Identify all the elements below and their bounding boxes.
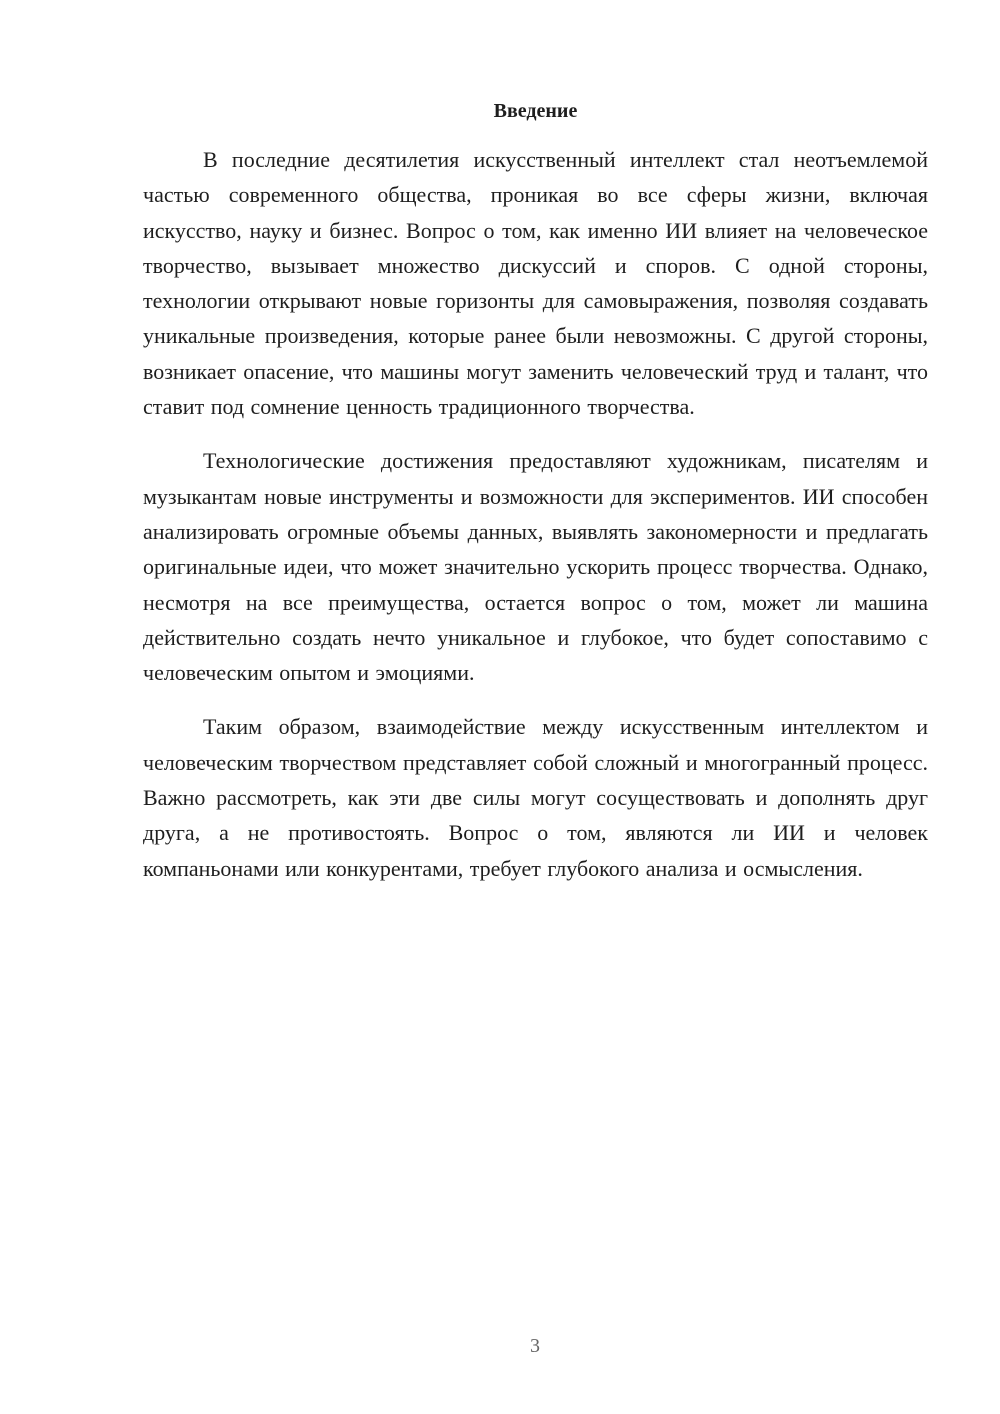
page-content xyxy=(143,96,928,886)
paragraph-3: Таким образом, взаимодействие между искусственным интеллектом и человеческим творчеством представляет собой сложный и многогранный процесс. Важно рассмотреть, как эти две силы могут сосуществовать и дополнять друг друга, а не противостоять. Вопрос о том, являются ли ИИ и человек компаньонами или конкурентами, требует глубокого анализа и осмысления. xyxy=(143,714,928,881)
section-heading: Введение xyxy=(493,100,578,122)
paragraph-1: В последние десятилетия искусственный интеллект стал неотъемлемой частью современного общества, проникая во все сферы жизни, включая искусство, науку и бизнес. Вопрос о том, как именно ИИ влияет на человеческое творчество, вызывает множество дискуссий и споров. С одной стороны, технологии открывают новые горизонты для самовыражения, позволяя создавать уникальные произведения, которые ранее были невозможны. С другой стороны, возникает опасение, что машины могут заменить человеческий труд и талант, что ставит под сомнение ценность традиционного творчества. xyxy=(143,147,928,420)
paragraph-2: Технологические достижения предоставляют художникам, писателям и музыкантам новые инструменты и возможности для экспериментов. ИИ способен анализировать огромные объемы данных, выявлять закономерности и предлагать оригинальные идеи, что может значительно ускорить процесс творчества. Однако, несмотря на все преимущества, остается вопрос о том, может ли машина действительно создать нечто уникальное и глубокое, что будет сопоставимо с человеческим опытом и эмоциями. xyxy=(143,448,928,686)
page-number: 3 xyxy=(530,1335,540,1357)
